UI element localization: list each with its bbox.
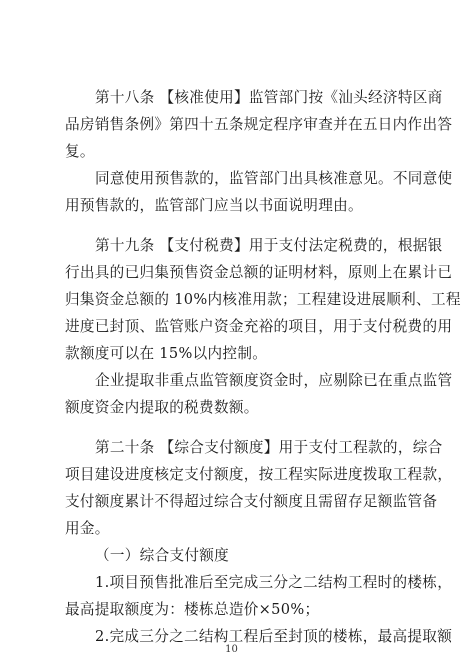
article-19-line-5: 款额度可以在 15%以内控制。 [65, 345, 268, 362]
article-20-line-1: 第二十条 【综合支付额度】用于支付工程款的，综合 [95, 439, 443, 456]
article-18-line-1: 第十八条 【核准使用】监管部门按《汕头经济特区商 [95, 89, 443, 106]
article-19-line-4: 进度已封顶、监管账户资金充裕的项目，用于支付税费的用 [65, 318, 453, 335]
article-20-line-4: 用金。 [65, 520, 110, 537]
article-19-line-1: 第十九条 【支付税费】用于支付法定税费的，根据银 [95, 237, 443, 254]
article-19-line-2: 行出具的已归集预售资金总额的证明材料，原则上在累计已 [65, 264, 453, 281]
article-20-subheading: （一）综合支付额度 [95, 547, 230, 564]
article-20-line-3: 支付额度累计不得超过综合支付额度且需留存足额监管备 [65, 493, 438, 510]
article-19-line-3: 归集资金总额的 10%内核准用款；工程建设进展顺利、工程 [65, 291, 461, 308]
article-18-line-2: 品房销售条例》第四十五条规定程序审查并在五日内作出答 [65, 116, 453, 133]
article-18-line-5: 用预售款的，监管部门应当以书面说明理由。 [65, 197, 363, 214]
article-18-line-4: 同意使用预售款的，监管部门出具核准意见。不同意使 [95, 170, 453, 187]
article-20-item-1-line-1: 1.项目预售批准后至完成三分之二结构工程时的楼栋， [95, 574, 453, 591]
article-18-line-3: 复。 [65, 143, 95, 160]
article-19-line-6: 企业提取非重点监管额度资金时，应剔除已在重点监管 [95, 372, 453, 389]
article-20-item-2-line-1: 2.完成三分之二结构工程后至封顶的楼栋，最高提取额 [95, 628, 453, 645]
article-20-line-2: 项目建设进度核定支付额度，按工程实际进度拨取工程款， [65, 466, 453, 483]
article-19-line-7: 额度资金内提取的税费数额。 [65, 399, 259, 416]
article-20-item-1-line-2: 最高提取额度为：楼栋总造价×50%； [65, 601, 320, 618]
page-number: 10 [225, 644, 238, 655]
